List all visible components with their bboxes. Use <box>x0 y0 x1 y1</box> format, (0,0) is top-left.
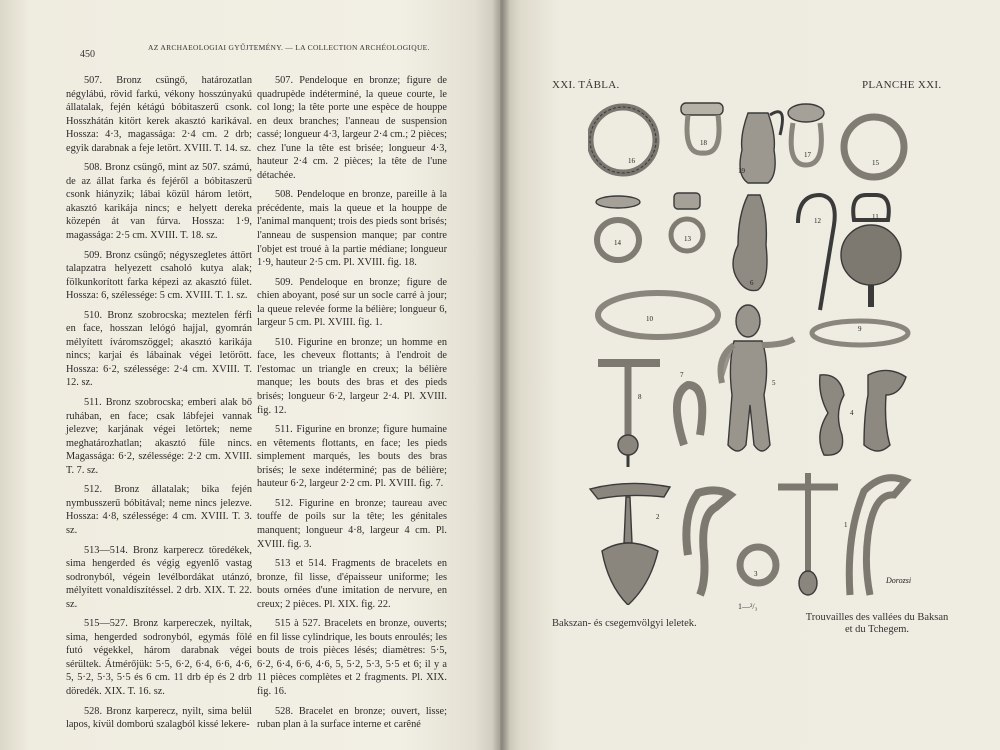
artifact-19-jug <box>740 112 782 183</box>
figure-number-label: 7 <box>680 371 684 379</box>
figure-number-label: 19 <box>738 167 745 175</box>
figure-number-label: 14 <box>614 239 621 247</box>
caption-hungarian: Bakszan- és csegemvölgyi leletek. <box>552 618 697 629</box>
entry-528-hu: 528. Bronz karperecz, nyilt, sima belül lapos, kívül domború szalagból kissé lekere- <box>66 705 252 731</box>
figure-number-label: 12 <box>814 217 821 225</box>
entry-512-fr: 512. Figurine en bronze; taureau avec touffe de poils sur la tête; les génitales manquent; longueur 4·8, largeur 4 cm. Pl. XVIII. fig. 3. <box>257 497 447 550</box>
figure-number-label: 17 <box>804 151 811 159</box>
entry-509-hu: 509. Bronz csüngő; négyszegletes áttört talapzatra helyezett csaholó kutya alak; fölkunkorított farka képezi az akasztó fület. Hossza: 6, szélessége: 5 cm. XVIII. T. 1. sz. <box>66 249 252 302</box>
figure-number-label: 18 <box>700 139 707 147</box>
figure-number-label: 4 <box>850 409 854 417</box>
artifact-1-cross-pin <box>778 473 838 595</box>
caption-french: Trouvailles des vallées du Baksan et du Tchegem. <box>805 612 949 635</box>
plate-illustration <box>588 95 918 605</box>
entry-528-fr: 528. Bracelet en bronze; ouvert, lisse; ruban plan à la surface interne et carêné <box>257 705 447 731</box>
artifact-6-figurine-pendant <box>733 195 767 291</box>
plate-heading-french: PLANCHE XXI. <box>862 79 942 91</box>
figure-number-label: 10 <box>646 315 653 323</box>
entry-510-fr: 510. Figurine en bronze; un homme en face, les cheveux flottants; à l'endroit de l'estomac un triangle en creux; la bélière manque; les bouts des bras et des pieds brisés; longueur 6·2, largeur 2·4. Pl. XVIII. fig. 12. <box>257 336 447 416</box>
figure-number-label: 3 <box>754 570 758 578</box>
page-number: 450 <box>80 49 95 60</box>
artifact-10-bracelet <box>598 293 718 337</box>
figure-number-label: 1 <box>844 521 848 529</box>
entry-507-hu: 507. Bronz csüngő, határozatlan négylábú, rövid farkú, vékony hosszúnyakú állatalak, fején kétágú bóbitaszerű csonk. Hosszhátán kitört kerek akasztó karikával. Hossza: 4·3, magassága: 2·4 cm. 2 drb; egyik darabnak a feje letört. XVIII. T. 14. sz. <box>66 75 252 154</box>
artifact-5-standing-figurine <box>721 305 795 451</box>
figure-number-label: 16 <box>628 157 635 165</box>
artifact-7-hook <box>677 385 702 445</box>
artifact-16-twisted-ring <box>590 107 656 173</box>
entry-511-fr: 511. Figurine en bronze; figure humaine en vêtements flottants, en face; les pieds simplement marqués, les bouts des bras brisés; le sexe indéterminé; pas de bélière; hauteur 6·2, largeur 2·2 cm. Pl. XVIII. fig. 7. <box>257 424 447 490</box>
artifact-15-ring <box>844 117 904 177</box>
figure-number-label: 11 <box>872 213 879 221</box>
artist-signature: Dorozsi <box>886 576 912 585</box>
entry-510-hu: 510. Bronz szobrocska; meztelen férfi en face, hosszan lelógó hajjal, gyomrán mélyített íváromszöggel; akasztó karikája nincs; karjai és lábainak végei letörött. Hossza: 6·2, szélessége: 2·4 cm. XVIII. T. 12. sz. <box>66 309 252 389</box>
entry-508-fr: 508. Pendeloque en bronze, pareille à la précédente, mais la queue et la houppe de l'animal manquent; trois des pieds sont brisés; l'anneau de suspension manque; par contre l'objet est troué à la partie médiane; longueur 1·9, hauteur 2·5 cm. Pl. XVIII. fig. 18. <box>257 189 447 269</box>
entry-512-hu: 512. Bronz állatalak; bika fején nymbusszerű bóbitával; neme nincs jelezve. Hossza: 4·8, szélessége: 4 cm. XVIII. T. 3. sz. <box>66 484 252 536</box>
artifact-11-bell-pendant <box>841 195 901 307</box>
figure-number-label: 8 <box>638 393 642 401</box>
artifact-3-ring <box>740 547 776 583</box>
entry-507-fr: 507. Pendeloque en bronze; figure de quadrupède indéterminé, la queue courte, le col long; la tête porte une espèce de houppe en deux branches; l'anneau de suspension cassé; longueur 4·3, largeur 2·4 cm.; 2 pièces; chez l'une la tête est brisée; longueur 4·3, hauteur 2·4 cm. 2 pièces; la tête de l'une détachée. <box>257 75 447 181</box>
figure-number-label: 13 <box>684 235 691 243</box>
figure-number-label: 5 <box>772 379 776 387</box>
scale-label: 1—²/₃ <box>738 602 758 611</box>
figure-number-label: 9 <box>858 325 862 333</box>
figure-number-label: 2 <box>656 513 660 521</box>
hungarian-column <box>66 74 252 732</box>
plate-heading-hungarian: XXI. TÁBLA. <box>552 79 620 91</box>
entry-513-514-fr: 513 et 514. Fragments de bracelets en bronze, fil lisse, d'épaisseur uniforme; les bouts ornées d'une imitation de nervure, en creux; 2 pièces. Pl. XIX. fig. 22. <box>257 558 447 610</box>
entry-511-hu: 511. Bronz szobrocska; emberi alak bő ruhában, en face; csak lábfejei vannak jelezve; karjának végei letörtek; neme meghatározhatlan; akasztó füle nincs. Magassága: 6·2, szélessége: 2·2 cm. XVIII. T. 7. sz. <box>66 397 252 476</box>
book-gutter <box>492 0 510 750</box>
figure-number-label: 15 <box>872 159 879 167</box>
artifact-14-ring <box>596 196 640 260</box>
artifact-8-t-pin <box>598 363 660 467</box>
entry-515-527-fr: 515 à 527. Bracelets en bronze, ouverts; en fil lisse cylindrique, les bouts enroulés; les bouts de trois pièces lésés; diamètres: 5·5, 6·2, 6·4, 6·6, 4·6, 5, 5·2, 5·3, 5·5 et 6; il y a 11 pièces complètes et 2 fragments. Pl. XIX. fig. 16. <box>257 618 447 697</box>
artifact-2-large-pin <box>590 483 670 605</box>
artifact-12-hook <box>798 195 835 310</box>
artifact-4-curved-pieces <box>820 370 906 455</box>
entry-508-hu: 508. Bronz csüngő, mint az 507. számú, de az állat farka és fejéről a bóbitaszerű csonk hiányzik; lábai közül három letört, akasztó karikája nincs; e helyett dereka közepén át van fúrva. Hossza: 1·9, magassága: 2·5 cm. XVIII. T. 18. sz. <box>66 162 252 242</box>
entry-515-527-hu: 515—527. Bronz karpereczek, nyiltak, sima, hengerded sodronyból, egymás fölé futó végekkel, három darabnak végei sérültek. Átmérőjük: 5·5, 6·2, 6·4, 6·6, 4·6, 5, 5·2, 5·3, 5·5 és 6 cm. 11 drb ép és 2 drb döredék. XIX. T. 16. sz. <box>66 618 252 697</box>
entry-509-fr: 509. Pendeloque en bronze; figure de chien aboyant, posé sur un socle carré à jour; la queue relevée forme la bélière; longueur 6, largeur 5 cm. Pl. XVIII. fig. 1. <box>257 276 447 329</box>
running-head: AZ ARCHAEOLOGIAI GYŰJTEMÉNY. — LA COLLECTION ARCHÉOLOGIQUE. <box>148 43 430 52</box>
entry-513-514-hu: 513—514. Bronz karperecz töredékek, sima hengerded és végig egyenlő vastag sodronyból, végein levélbordákat utánzó, mélyített vonaldíszítéssel. 2 drb. XIX. T. 22. sz. <box>66 544 252 610</box>
french-column <box>257 74 447 732</box>
artifact-2b-curved-piece <box>686 490 730 595</box>
figure-number-label: 6 <box>750 279 754 287</box>
